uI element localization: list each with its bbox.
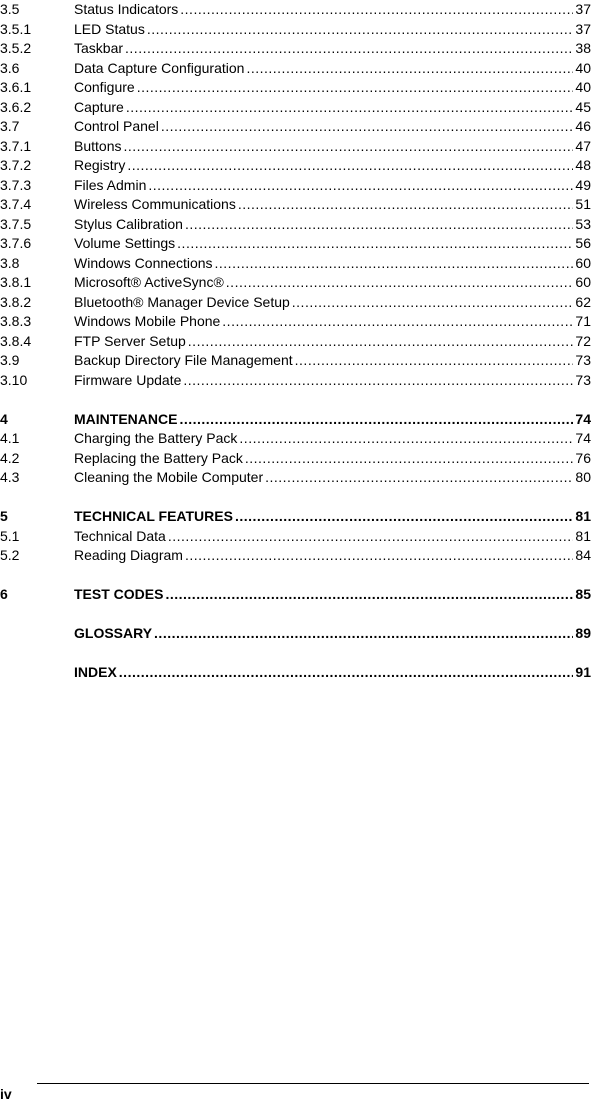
footer-rule [37, 1083, 589, 1084]
toc-entry[interactable] [0, 137, 591, 157]
toc-entry-page: 47 [575, 137, 591, 154]
toc-entry-title: Backup Directory File Management [74, 352, 293, 368]
toc-entry[interactable] [0, 156, 591, 176]
dot-leader [165, 585, 573, 605]
dot-leader [180, 0, 573, 20]
toc-entry-number: 3.7.5 [0, 215, 32, 232]
dot-leader [177, 234, 573, 254]
toc-entry-page: 74 [575, 430, 591, 446]
toc-spacer [0, 566, 591, 586]
toc-entry[interactable] [0, 215, 591, 235]
toc-entry-number: 3.5 [0, 1, 20, 17]
toc-entry-title: Registry [74, 157, 126, 173]
toc-entry-page: 72 [575, 332, 591, 349]
toc-entry-number: 3.10 [0, 371, 28, 388]
toc-entry-title: Capture [74, 98, 124, 115]
dot-leader [123, 137, 573, 157]
toc-entry[interactable] [0, 254, 591, 274]
toc-entry-title: Buttons [74, 137, 122, 154]
toc-entry[interactable] [0, 0, 591, 20]
toc-entry-number: 3.8.3 [0, 313, 32, 329]
toc-entry-number: 3.6.2 [0, 98, 32, 115]
toc-entry-page: 37 [575, 20, 591, 37]
toc-entry-title: Charging the Battery Pack [74, 430, 238, 446]
toc-entry[interactable] [0, 20, 591, 40]
toc-entry-number: 5 [0, 508, 8, 524]
toc-entry-page: 38 [575, 40, 591, 56]
toc-entry-title: Data Capture Configuration [74, 59, 245, 76]
toc-entry[interactable] [0, 429, 591, 449]
dot-leader [125, 39, 573, 59]
toc-entry-page: 62 [575, 293, 591, 310]
dot-leader [147, 20, 574, 40]
toc-entry-title: Windows Connections [74, 254, 213, 271]
toc-entry-number: 3.7.4 [0, 196, 32, 212]
toc-entry-title: Reading Diagram [74, 547, 183, 563]
toc-entry-number: 3.8.2 [0, 293, 32, 310]
dot-leader [179, 410, 573, 430]
toc-entry-page: 89 [575, 625, 591, 641]
toc-entry-page: 60 [575, 254, 591, 271]
footer-page-number: iv [0, 1086, 12, 1102]
dot-leader [215, 254, 574, 274]
toc-entry-title: Configure [74, 79, 135, 95]
toc-entry-title: Cleaning the Mobile Computer [74, 469, 264, 485]
toc-entry[interactable] [0, 410, 591, 430]
toc-entry[interactable] [0, 39, 591, 59]
toc-spacer [0, 488, 591, 508]
dot-leader [126, 98, 574, 118]
toc-entry-page: 46 [575, 118, 591, 134]
toc-entry-title: Microsoft® ActiveSync® [74, 274, 224, 290]
toc-entry[interactable] [0, 234, 591, 254]
toc-entry[interactable] [0, 78, 591, 98]
dot-leader [127, 156, 573, 176]
dot-leader [292, 293, 574, 313]
toc-entry-number: 5.1 [0, 527, 20, 544]
toc-entry-title: Bluetooth® Manager Device Setup [74, 293, 290, 310]
toc-entry-number: 3.7.6 [0, 235, 32, 251]
toc-entry-page: 49 [575, 176, 591, 193]
toc-entry-page: 71 [575, 313, 591, 329]
toc-entry-title: Firmware Update [74, 371, 182, 388]
toc-entry-title: TECHNICAL FEATURES [74, 508, 233, 524]
toc-entry[interactable] [0, 449, 591, 469]
toc-entry-page: 81 [575, 508, 591, 524]
toc-entry-number: 4 [0, 410, 8, 427]
dot-leader [185, 215, 573, 235]
toc-entry[interactable] [0, 371, 591, 391]
toc-entry-number: 3.8 [0, 254, 20, 271]
toc-entry[interactable] [0, 527, 591, 547]
dot-leader [222, 312, 573, 332]
toc-entry-page: 48 [575, 157, 591, 173]
dot-leader [226, 273, 574, 293]
toc-entry-number: 3.7.2 [0, 157, 32, 173]
toc-entry-page: 37 [575, 1, 591, 17]
toc-entry-title: MAINTENANCE [74, 410, 178, 427]
toc-entry-number: 6 [0, 586, 8, 602]
toc-entry-title: GLOSSARY [74, 625, 153, 641]
toc-entry-title: Volume Settings [74, 235, 176, 251]
toc-entry-page: 73 [575, 371, 591, 388]
toc-entry-page: 81 [575, 527, 591, 544]
toc-entry-number: 3.7.3 [0, 176, 32, 193]
dot-leader [183, 371, 573, 391]
toc-entry-title: Technical Data [74, 527, 166, 544]
toc-entry-number: 5.2 [0, 547, 20, 563]
toc-entry[interactable] [0, 273, 591, 293]
toc-spacer [0, 390, 591, 410]
toc-entry[interactable] [0, 663, 591, 683]
toc-entry[interactable] [0, 585, 591, 605]
toc-entry-title: Taskbar [74, 40, 124, 56]
toc-entry-number: 3.8.1 [0, 274, 32, 290]
toc-entry-title: Files Admin [74, 176, 147, 193]
toc-entry[interactable] [0, 507, 591, 527]
dot-leader [119, 663, 574, 683]
toc-spacer [0, 644, 591, 664]
toc-entry-page: 45 [575, 98, 591, 115]
toc-entry-number: 3.5.1 [0, 20, 32, 37]
toc-entry-page: 40 [575, 59, 591, 76]
toc-entry-page: 80 [575, 469, 591, 485]
toc-entry-page: 40 [575, 79, 591, 95]
toc-entry-page: 73 [575, 352, 591, 368]
toc-entry-number: 3.6 [0, 59, 20, 76]
toc-entry-title: Status Indicators [74, 1, 179, 17]
toc-entry-number: 4.1 [0, 430, 20, 446]
toc-entry-title: FTP Server Setup [74, 332, 186, 349]
toc-entry-number: 4.2 [0, 449, 20, 466]
toc-entry[interactable] [0, 351, 591, 371]
dot-leader [168, 527, 574, 547]
toc-entry-title: Replacing the Battery Pack [74, 449, 243, 466]
toc-entry[interactable] [0, 98, 591, 118]
dot-leader [185, 546, 573, 566]
toc-entry[interactable] [0, 117, 591, 137]
toc-entry-page: 74 [575, 410, 591, 427]
toc-entry-title: Wireless Communications [74, 196, 236, 212]
toc-entry[interactable] [0, 312, 591, 332]
toc-entry-number: 3.7.1 [0, 137, 32, 154]
toc-entry[interactable] [0, 624, 591, 644]
dot-leader [239, 429, 573, 449]
toc-entry-title: Windows Mobile Phone [74, 313, 221, 329]
toc-entry[interactable] [0, 59, 591, 79]
dot-leader [265, 468, 573, 488]
toc-entry-page: 56 [575, 235, 591, 251]
toc-entry[interactable] [0, 546, 591, 566]
toc-entry-page: 91 [575, 664, 591, 680]
toc-entry[interactable] [0, 176, 591, 196]
toc-entry-number: 4.3 [0, 469, 20, 485]
toc-entry[interactable] [0, 293, 591, 313]
toc-entry[interactable] [0, 468, 591, 488]
toc-entry-page: 76 [575, 449, 591, 466]
toc-spacer [0, 605, 591, 625]
toc-entry-title: INDEX [74, 664, 117, 680]
toc-entry-number: 3.5.2 [0, 40, 32, 56]
toc-entry-number: 3.7 [0, 118, 20, 134]
dot-leader [137, 78, 574, 98]
toc-entry-page: 53 [575, 215, 591, 232]
toc-entry-page: 51 [575, 196, 591, 212]
dot-leader [188, 332, 574, 352]
dot-leader [154, 624, 573, 644]
toc-entry-title: TEST CODES [74, 586, 164, 602]
dot-leader [295, 351, 574, 371]
dot-leader [245, 449, 574, 469]
toc-entry-title: Stylus Calibration [74, 215, 183, 232]
dot-leader [238, 195, 574, 215]
toc-entry-page: 85 [575, 586, 591, 602]
dot-leader [161, 117, 574, 137]
toc-entry-title: Control Panel [74, 118, 159, 134]
toc-entry-title: LED Status [74, 20, 145, 37]
toc-entry-number: 3.8.4 [0, 332, 32, 349]
toc-entry-page: 60 [575, 274, 591, 290]
toc-entry-number: 3.9 [0, 352, 20, 368]
dot-leader [148, 176, 573, 196]
toc-entry-page: 84 [575, 547, 591, 563]
dot-leader [246, 59, 573, 79]
dot-leader [235, 507, 573, 527]
toc-entry[interactable] [0, 195, 591, 215]
toc-entry[interactable] [0, 332, 591, 352]
toc-entry-number: 3.6.1 [0, 79, 32, 95]
